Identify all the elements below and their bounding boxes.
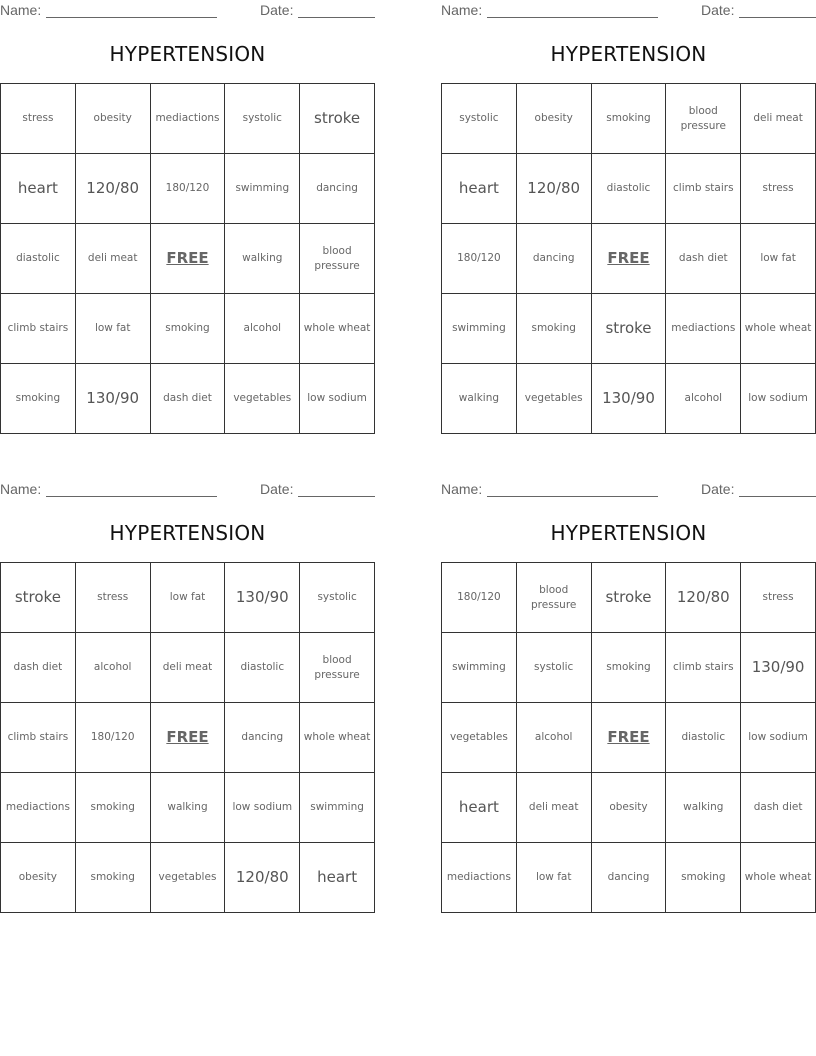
bingo-cell: 120/80	[666, 563, 741, 633]
card-title: HYPERTENSION	[109, 42, 266, 66]
bingo-cell: walking	[442, 364, 517, 434]
free-space-cell: FREE	[592, 224, 667, 294]
bingo-cell: walking	[225, 224, 300, 294]
bingo-cell: climb stairs	[666, 633, 741, 703]
bingo-cell: low sodium	[741, 703, 816, 773]
bingo-cell: swimming	[442, 633, 517, 703]
bingo-cell: systolic	[300, 563, 375, 633]
bingo-cell: dash diet	[1, 633, 76, 703]
bingo-cell: vegetables	[151, 843, 226, 913]
bingo-cell: climb stairs	[666, 154, 741, 224]
bingo-card-1	[0, 0, 375, 440]
free-space-cell: FREE	[592, 703, 667, 773]
bingo-cell: 120/80	[517, 154, 592, 224]
date-label: Date:	[260, 481, 294, 497]
bingo-cell: deli meat	[741, 84, 816, 154]
bingo-cell: 180/120	[76, 703, 151, 773]
bingo-cell: 180/120	[442, 224, 517, 294]
bingo-cell: obesity	[1, 843, 76, 913]
bingo-cell: blood pressure	[666, 84, 741, 154]
bingo-cell: 130/90	[741, 633, 816, 703]
bingo-cell: stress	[1, 84, 76, 154]
bingo-cell: alcohol	[666, 364, 741, 434]
date-blank-line	[298, 17, 375, 18]
bingo-cell: low sodium	[741, 364, 816, 434]
bingo-cell: diastolic	[225, 633, 300, 703]
bingo-cell: vegetables	[225, 364, 300, 434]
bingo-card-4	[441, 479, 816, 919]
bingo-cell: systolic	[442, 84, 517, 154]
bingo-cell: 130/90	[592, 364, 667, 434]
name-label: Name:	[441, 481, 483, 497]
bingo-cell: vegetables	[517, 364, 592, 434]
bingo-cell: heart	[442, 154, 517, 224]
bingo-cell: dancing	[225, 703, 300, 773]
bingo-cell: systolic	[225, 84, 300, 154]
bingo-cell: whole wheat	[300, 703, 375, 773]
bingo-cell: deli meat	[151, 633, 226, 703]
bingo-cell: low sodium	[300, 364, 375, 434]
bingo-cell: diastolic	[1, 224, 76, 294]
bingo-cell: dash diet	[151, 364, 226, 434]
bingo-cell: low fat	[517, 843, 592, 913]
bingo-cell: smoking	[76, 773, 151, 843]
date-label: Date:	[701, 2, 735, 18]
bingo-cell: low sodium	[225, 773, 300, 843]
bingo-cell: whole wheat	[300, 294, 375, 364]
bingo-cell: heart	[1, 154, 76, 224]
bingo-cell: alcohol	[76, 633, 151, 703]
bingo-cell: smoking	[151, 294, 226, 364]
date-blank-line	[298, 496, 375, 497]
bingo-cell: smoking	[1, 364, 76, 434]
bingo-cell: diastolic	[666, 703, 741, 773]
bingo-cell: obesity	[517, 84, 592, 154]
bingo-cell: low fat	[151, 563, 226, 633]
bingo-cell: smoking	[592, 633, 667, 703]
name-blank-line	[487, 17, 658, 18]
bingo-cell: climb stairs	[1, 703, 76, 773]
bingo-cell: smoking	[666, 843, 741, 913]
bingo-cell: stroke	[300, 84, 375, 154]
date-label: Date:	[701, 481, 735, 497]
date-label: Date:	[260, 2, 294, 18]
bingo-cell: stroke	[592, 563, 667, 633]
bingo-cell: smoking	[76, 843, 151, 913]
date-blank-line	[739, 496, 816, 497]
bingo-cell: diastolic	[592, 154, 667, 224]
free-space-cell: FREE	[151, 224, 226, 294]
bingo-cell: deli meat	[517, 773, 592, 843]
bingo-cell: 130/90	[225, 563, 300, 633]
bingo-cell: alcohol	[225, 294, 300, 364]
bingo-cell: stress	[741, 563, 816, 633]
card-header	[0, 479, 375, 501]
name-label: Name:	[0, 481, 42, 497]
bingo-cell: 120/80	[76, 154, 151, 224]
bingo-grid	[0, 562, 375, 913]
card-title: HYPERTENSION	[550, 42, 707, 66]
bingo-cell: dash diet	[741, 773, 816, 843]
bingo-cell: mediactions	[442, 843, 517, 913]
bingo-cell: stroke	[1, 563, 76, 633]
bingo-cell: smoking	[592, 84, 667, 154]
bingo-cell: blood pressure	[300, 224, 375, 294]
bingo-cell: whole wheat	[741, 843, 816, 913]
bingo-cell: mediactions	[1, 773, 76, 843]
bingo-cell: smoking	[517, 294, 592, 364]
bingo-cell: dancing	[517, 224, 592, 294]
bingo-cell: dancing	[592, 843, 667, 913]
bingo-cell: blood pressure	[300, 633, 375, 703]
card-title: HYPERTENSION	[109, 521, 266, 545]
bingo-grid	[441, 562, 816, 913]
name-blank-line	[46, 17, 217, 18]
bingo-cell: 120/80	[225, 843, 300, 913]
bingo-cell: deli meat	[76, 224, 151, 294]
card-header	[0, 0, 375, 22]
bingo-cell: mediactions	[666, 294, 741, 364]
bingo-cell: walking	[151, 773, 226, 843]
name-blank-line	[487, 496, 658, 497]
bingo-cell: 130/90	[76, 364, 151, 434]
bingo-cell: dancing	[300, 154, 375, 224]
card-title: HYPERTENSION	[550, 521, 707, 545]
bingo-cell: stress	[741, 154, 816, 224]
bingo-cell: walking	[666, 773, 741, 843]
date-blank-line	[739, 17, 816, 18]
bingo-card-2	[441, 0, 816, 440]
bingo-cell: heart	[300, 843, 375, 913]
bingo-cell: stress	[76, 563, 151, 633]
free-space-cell: FREE	[151, 703, 226, 773]
bingo-card-3	[0, 479, 375, 919]
bingo-grid	[441, 83, 816, 434]
bingo-cell: swimming	[225, 154, 300, 224]
bingo-cell: vegetables	[442, 703, 517, 773]
bingo-cell: obesity	[592, 773, 667, 843]
bingo-cell: stroke	[592, 294, 667, 364]
bingo-cell: whole wheat	[741, 294, 816, 364]
bingo-cell: 180/120	[151, 154, 226, 224]
card-header	[441, 479, 816, 501]
bingo-cell: heart	[442, 773, 517, 843]
bingo-cell: dash diet	[666, 224, 741, 294]
bingo-cell: systolic	[517, 633, 592, 703]
bingo-cell: blood pressure	[517, 563, 592, 633]
name-label: Name:	[441, 2, 483, 18]
bingo-cell: 180/120	[442, 563, 517, 633]
bingo-grid	[0, 83, 375, 434]
card-header	[441, 0, 816, 22]
bingo-cell: mediactions	[151, 84, 226, 154]
bingo-cell: low fat	[76, 294, 151, 364]
name-label: Name:	[0, 2, 42, 18]
name-blank-line	[46, 496, 217, 497]
bingo-cell: low fat	[741, 224, 816, 294]
bingo-cell: swimming	[300, 773, 375, 843]
bingo-cell: climb stairs	[1, 294, 76, 364]
bingo-cell: obesity	[76, 84, 151, 154]
bingo-cell: alcohol	[517, 703, 592, 773]
bingo-cell: swimming	[442, 294, 517, 364]
